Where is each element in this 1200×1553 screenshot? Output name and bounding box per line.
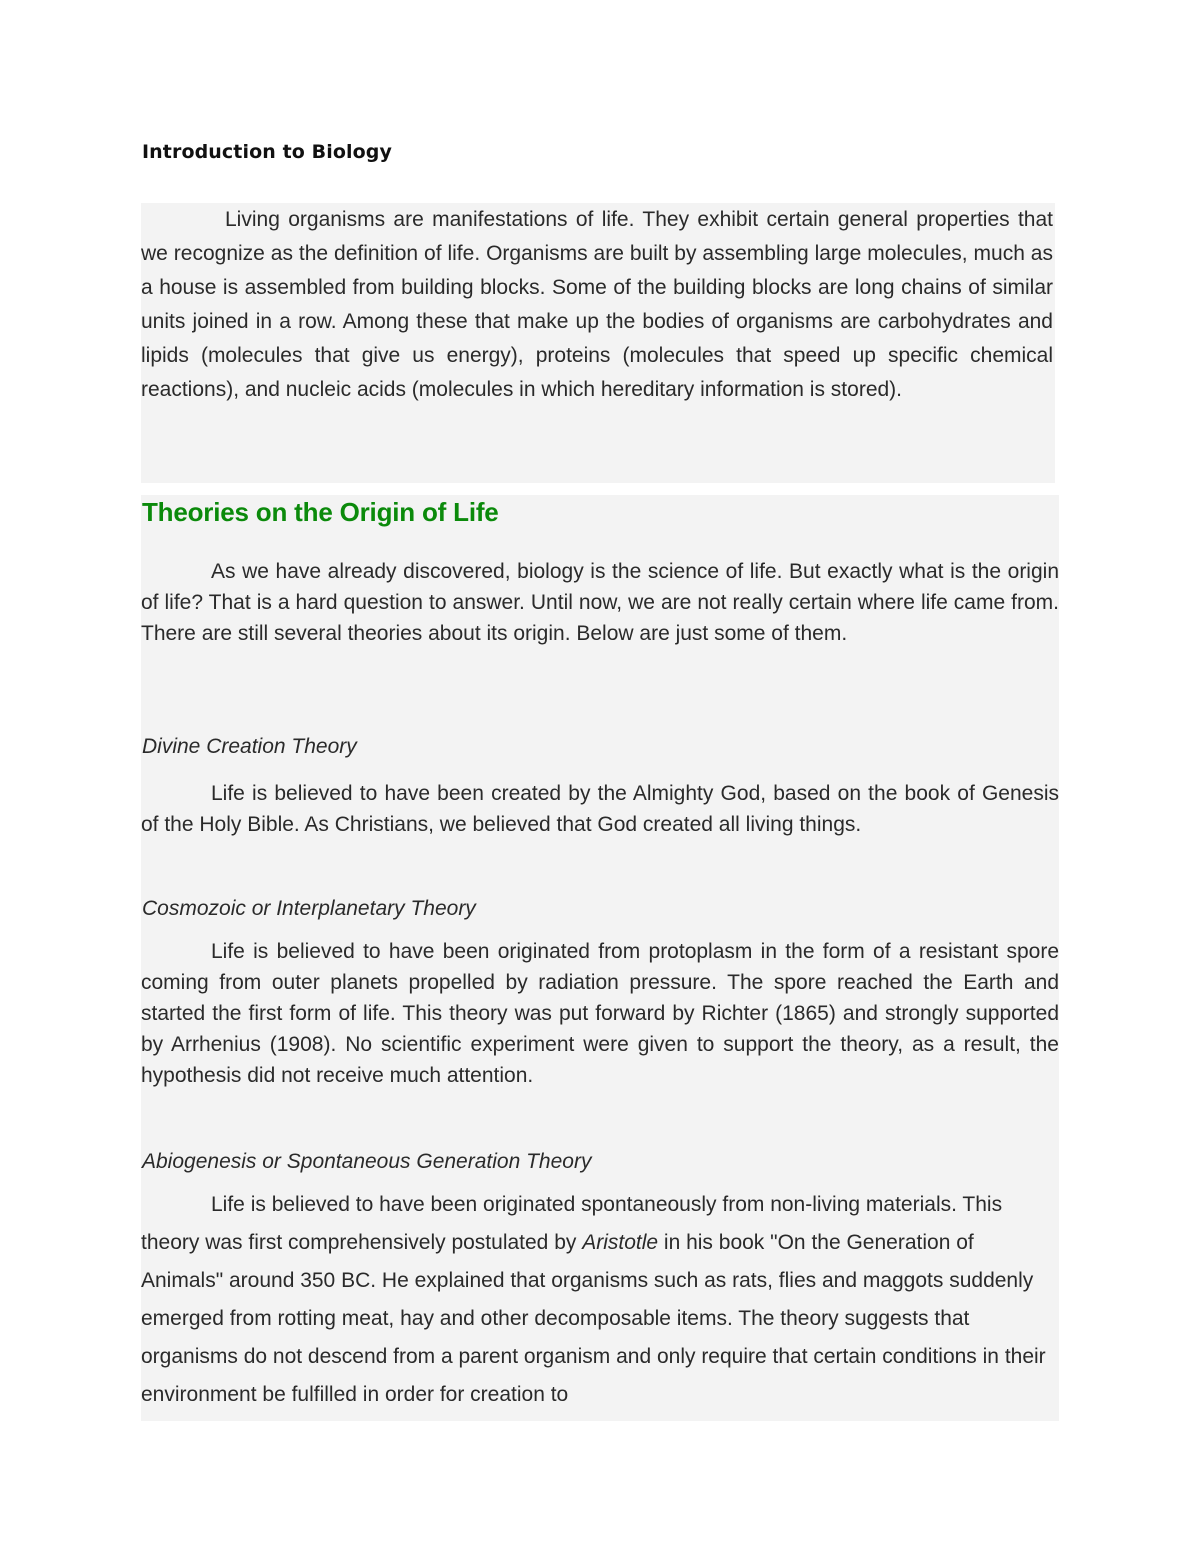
page-title: Introduction to Biology [142, 141, 392, 163]
abiogenesis-text-part1: Life is believed to have been originated spontaneously from non-living materials. This theory was first comprehensively postulated by [141, 1193, 1003, 1254]
theories-intro-paragraph [141, 556, 1059, 649]
section-heading: Theories on the Origin of Life [142, 497, 499, 527]
cosmozoic-heading: Cosmozoic or Interplanetary Theory [142, 897, 476, 920]
divine-creation-paragraph [141, 778, 1059, 840]
theories-intro-text: As we have already discovered, biology is the science of life. But exactly what is the origin of life? That is a hard question to answer. Until now, we are not really certain where life came from. There are still several theories about its origin. Below are just some of them. [141, 560, 1059, 645]
abiogenesis-text-part2: in his book "On the Generation of Animals" around 350 BC. He explained that organisms such as rats, flies and maggots suddenly emerged from rotting meat, hay and other decomposable items. The theory suggests that organisms do not descend from a parent organism and only require that certain conditions in their environment be fulfilled in order for creation to [141, 1231, 1046, 1406]
aristotle-name: Aristotle [582, 1231, 659, 1254]
abiogenesis-heading: Abiogenesis or Spontaneous Generation Theory [142, 1150, 592, 1173]
divine-creation-text: Life is believed to have been created by the Almighty God, based on the book of Genesis of the Holy Bible. As Christians, we believed that God created all living things. [141, 782, 1059, 836]
intro-section [141, 203, 1055, 483]
cosmozoic-text: Life is believed to have been originated from protoplasm in the form of a resistant spore coming from outer planets propelled by radiation pressure. The spore reached the Earth and started the first form of life. This theory was put forward by Richter (1865) and strongly supported by Arrhenius (1908). No scientific experiment were given to support the theory, as a result, the hypothesis did not receive much attention. [141, 940, 1059, 1087]
abiogenesis-paragraph [141, 1186, 1059, 1414]
cosmozoic-paragraph [141, 936, 1059, 1091]
theories-section [141, 495, 1059, 1421]
divine-creation-heading: Divine Creation Theory [142, 735, 357, 758]
intro-paragraph-text: Living organisms are manifestations of life. They exhibit certain general properties that we recognize as the definition of life. Organisms are built by assembling large molecules, much as a house is assembled from building blocks. Some of the building blocks are long chains of similar units joined in a row. Among these that make up the bodies of organisms are carbohydrates and lipids (molecules that give us energy), proteins (molecules that speed up specific chemical reactions), and nucleic acids (molecules in which hereditary information is stored). [141, 208, 1053, 401]
intro-paragraph [141, 203, 1053, 407]
